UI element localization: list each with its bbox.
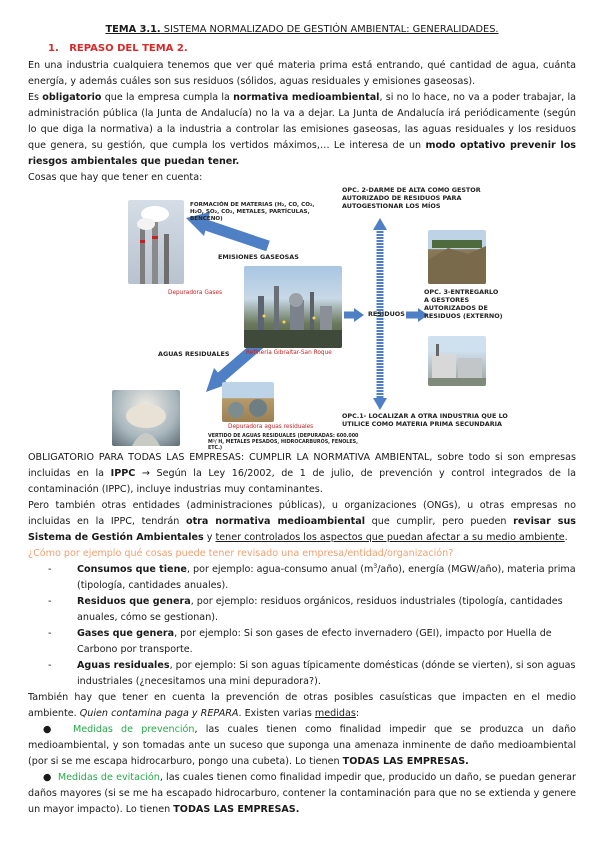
p6-medidas: medidas [314,708,356,719]
list-item-text: , por ejemplo: residuos orgánicos, residuos industriales (tipología, cantidades anuales, cómo se gestionan). [77,596,563,623]
label-refineria: Refinería Gibraltar-San Roque [246,350,332,356]
label-aguas-residuales: AGUAS RESIDUALES [158,350,230,358]
p5-e: y [203,532,216,543]
label-depuradora-aguas: Depuradora aguas residuales [228,424,314,430]
page-title [28,22,576,38]
paragraph-intro: En una industria cualquiera tenemos que ver qué materia prima está entrando, qué cantidad de agua, cuánta energía, y además cuáles son sus residuos (sólidos, aguas residuales y emisiones gaseosas). [28,60,576,87]
document-page [28,22,576,818]
label-opc2: OPC. 2-DARME DE ALTA COMO GESTOR AUTORIZADO DE RESIDUOS PARA AUTOGESTIONAR LOS MÍOS [342,186,481,210]
question-line: ¿Cómo por ejemplo qué cosas puede tener revisado una empresa/entidad/organización? [28,548,454,559]
list-item-text: , por ejemplo: Si son aguas típicamente domésticas (dónde se vierten), si son aguas industriales (¿necesitamos una mini depuradora?). [77,660,576,687]
list-item-title: Consumos que tiene [77,564,187,575]
industry-diagram [28,186,576,451]
p6-a: También hay que tener en cuenta la prevención de otras posibles casuísticas que impacten en el medio ambiente. [28,692,576,719]
section-number: 1. [48,43,59,54]
label-vertido: VERTIDO DE AGUAS RESIDUALES (DEPURADAS: 600.000 M³/ H, METALES PESADOS, HIDROCARBUROS, FENOLES, ETC.) [208,434,359,451]
p2-obligatorio: obligatorio [42,92,102,103]
measure-prevencion-bold: TODAS LAS EMPRESAS. [342,756,469,767]
section-label: REPASO DEL TEMA 2. [69,43,188,54]
list-item-text-b: /año), energía (MGW/año), materia prima (tipología, cantidades anuales). [77,564,576,591]
p2-e: , si no lo hace, no va a poder trabajar, la administración pública (la Junta de Andalucía) no la va a dejar. La Junta de Andalucía irá periódicamente (según lo que diga la normativa) a la industria a controlar las emisiones gaseosas, las aguas residuales y los residuos que genera, su gestión, que cumpla los vertidos máximos,… Le interesa de un [28,92,576,151]
p5-c: que cumplir, pero pueden [365,516,514,527]
p5-g: . [564,532,568,543]
bullet-icon: ● [43,724,57,735]
p6-quien-contamina: Quien contamina paga y REPARA [79,708,239,719]
measure-prevencion [28,722,576,770]
p4-b: , sobre todo si son empresas incluidas en la [28,452,576,479]
depuradora-aguas-photo [222,382,274,422]
landfill-photo [428,230,486,284]
p2-a: Es [28,92,43,103]
measure-evitacion [28,770,576,818]
paragraph-obligatorio-todas [28,450,576,498]
landfill-drawing [428,230,486,284]
paragraph-obligatorio [28,90,576,170]
p6-c: . Existen varias [238,708,315,719]
title-text: SISTEMA NORMALIZADO DE GESTIÓN AMBIENTAL: GENERALIDADES. [160,24,499,35]
label-opc1: OPC.1- LOCALIZAR A OTRA INDUSTRIA QUE LO UTILICE COMO MATERIA PRIMA SECUNDARIA [342,412,508,428]
aspects-list [62,562,576,690]
arrowhead-residuos [354,308,364,322]
list-item [62,658,576,690]
p2-modo-optativo: modo optativo prevenir los riesgos ambientales que puedan tener. [28,140,576,167]
list-item [62,562,576,594]
measure-prevencion-text: , las cuales tienen como finalidad impedir que se produzca un daño medioambiental, y son tomadas ante un suceso que suponga una amenaza inminente de daño medioambiental (por si se me escapa hidrocarburo, pongo una cubeta). Lo tienen [28,724,577,767]
list-item-text: , por ejemplo: agua-consumo anual (m [186,564,374,575]
p5-otra-normativa: otra normativa medioambiental [185,516,366,527]
title-number: TEMA 3.1. [105,24,161,35]
p4-ippc: IPPC [110,468,136,479]
list-item [62,594,576,626]
section-heading [48,41,576,57]
measure-evitacion-bold: TODAS LAS EMPRESAS. [173,804,300,815]
bullet-icon: ● [43,772,52,783]
outfall-photo [112,390,180,446]
refinery-photo [244,266,342,348]
outfall-drawing [112,390,180,446]
label-residuos: RESIDUOS [368,310,405,318]
measure-evitacion-label: Medidas de evitación [57,772,160,783]
emissions-list: FORMACIÓN DE MATERIAS (H₂, CO, CO₂, H₂O, SO₂, CO₂, METALES, PARTÍCULAS, BENCENO) [190,202,315,222]
list-item-sup: 3 [373,562,378,570]
list-item-text: , por ejemplo: Si son gases de efecto invernadero (GEI), impacto por Huella de Carbono por transporte. [77,628,552,655]
p4-d: → Según la Ley 16/2002, de 1 de julio, de prevención y control integrados de la contaminación (IPPC), incluye industrias muy contaminantes. [28,468,576,495]
gestor-photo [428,336,486,386]
paragraph-cosas: Cosas que hay que tener en cuenta: [28,172,203,183]
label-depuradora-gases: Depuradora Gases [168,290,222,296]
p2-normativa: normativa medioambiental [233,92,380,103]
p2-c: que la empresa cumpla la [101,92,234,103]
p4-a: OBLIGATORIO PARA TODAS LAS EMPRESAS: CUMPLIR LA NORMATIVA AMBIENTAL [28,452,430,463]
measure-evitacion-text: , las cuales tienen como finalidad impedir que, producido un daño, se puedan generar daños mayores (si se me ha escapado hidrocarburo, contener la contaminación para que no se extienda y genere un mayor impacto). Lo tienen [28,772,576,815]
paragraph-otras-entidades [28,498,576,546]
refinery-drawing [244,266,342,348]
arrowhead-down [373,398,387,410]
p5-tener-controlados: tener controlados los aspectos que puedan afectar a su medio ambiente [215,532,565,543]
list-item [62,626,576,658]
measure-prevencion-label: Medidas de prevención [72,724,195,735]
list-item-title: Residuos que genera [77,596,191,607]
list-item-title: Aguas residuales [77,660,170,671]
p5-revisar: revisar sus Sistema de Gestión Ambientales [28,516,576,543]
gestor-drawing [428,336,486,386]
paragraph-prevencion-intro [28,690,576,722]
list-item-title: Gases que genera [77,628,175,639]
arrowhead-up [373,218,387,230]
chimney-photo [128,200,184,284]
arrow-emisiones [203,224,268,246]
depuradora-drawing [222,382,274,422]
chimney-drawing [128,200,184,284]
p6-e: : [355,708,360,719]
label-opc3: OPC. 3-ENTREGARLO A GESTORES AUTORIZADOS DE RESIDUOS (EXTERNO) [424,288,503,320]
p5-a: Pero también otras entidades (administraciones públicas), u organizaciones (ONGs), u otras empresas no incluidas en la IPPC, tendrán [28,500,576,527]
label-emisiones: EMISIONES GASEOSAS [218,253,299,261]
